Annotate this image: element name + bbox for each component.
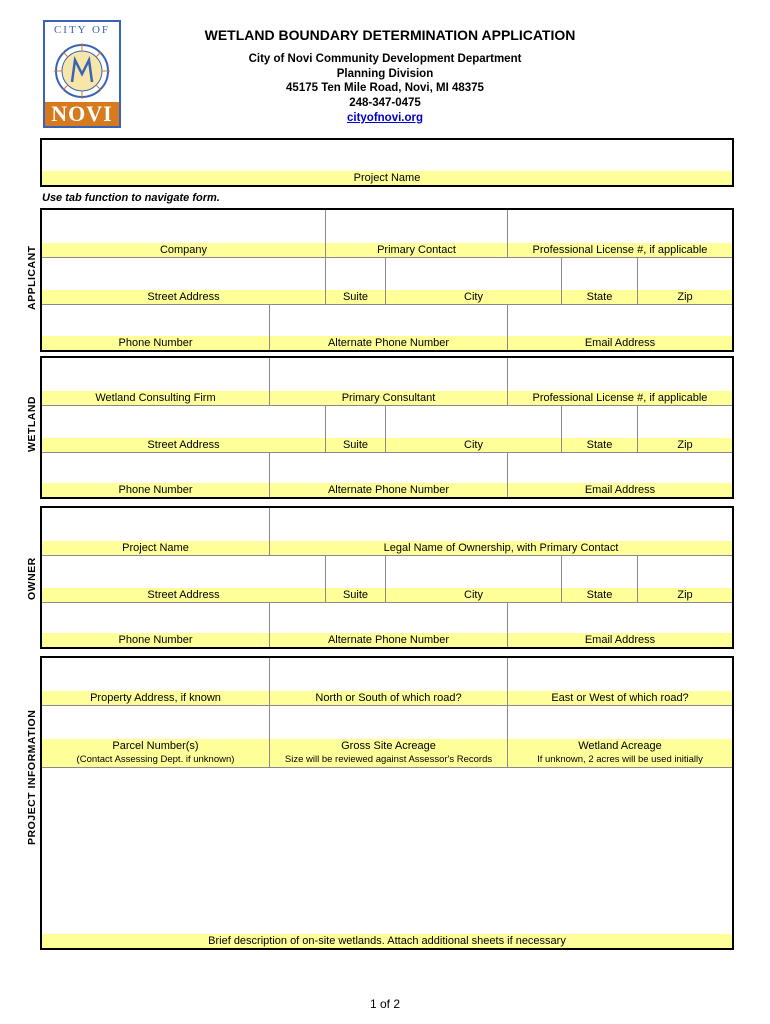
wetland-acreage-label: [508, 739, 732, 767]
wetland-state-field[interactable]: [562, 405, 638, 452]
gross-acreage-title: Gross Site Acreage: [341, 740, 436, 752]
applicant-suite-field[interactable]: [326, 257, 386, 304]
applicant-side-label: APPLICANT: [26, 245, 38, 310]
applicant-state-field[interactable]: [562, 257, 638, 304]
office-phone: 248-347-0475: [349, 97, 421, 109]
alt-phone-label: Alternate Phone Number: [270, 633, 507, 647]
wetland-acreage-title: Wetland Acreage: [578, 740, 662, 752]
east-west-label: East or West of which road?: [508, 691, 732, 705]
owner-state-field[interactable]: [562, 555, 638, 602]
applicant-city-field[interactable]: [386, 257, 562, 304]
wetland-firm-field[interactable]: [42, 358, 270, 405]
north-south-label: North or South of which road?: [270, 691, 507, 705]
street-label: Street Address: [42, 438, 325, 452]
wetland-side-label: WETLAND: [26, 396, 38, 452]
zip-label: Zip: [638, 290, 732, 304]
applicant-street-field[interactable]: [42, 257, 326, 304]
consultant-label: Primary Consultant: [270, 391, 507, 405]
parcel-note: (Contact Assessing Dept. if unknown): [76, 754, 235, 765]
applicant-phone-field[interactable]: [42, 304, 270, 350]
applicant-alt-phone-field[interactable]: [270, 304, 508, 350]
state-label: State: [562, 290, 637, 304]
owner-side-label: OWNER: [26, 557, 38, 600]
alt-phone-label: Alternate Phone Number: [270, 483, 507, 497]
suite-label: Suite: [326, 290, 385, 304]
wetland-description-field[interactable]: [42, 767, 732, 948]
owner-street-field[interactable]: [42, 555, 326, 602]
street-label: Street Address: [42, 290, 325, 304]
gross-acreage-field[interactable]: [270, 705, 508, 767]
zip-label: Zip: [638, 438, 732, 452]
property-address-field[interactable]: [42, 658, 270, 705]
project-info-side-label: PROJECT INFORMATION: [26, 709, 38, 845]
owner-zip-field[interactable]: [638, 555, 732, 602]
project-name-label: Project Name: [42, 541, 269, 555]
suite-label: Suite: [326, 588, 385, 602]
department-name: City of Novi Community Development Department: [248, 53, 522, 65]
office-address: 45175 Ten Mile Road, Novi, MI 48375: [286, 82, 484, 94]
license-label: Professional License #, if applicable: [508, 391, 732, 405]
wetland-suite-field[interactable]: [326, 405, 386, 452]
email-label: Email Address: [508, 633, 732, 647]
applicant-section: [40, 208, 734, 352]
primary-contact-label: Primary Contact: [326, 243, 507, 257]
gross-acreage-note: Size will be reviewed against Assessor's Records: [284, 754, 493, 765]
gross-acreage-label: [270, 739, 507, 767]
parcel-title: Parcel Number(s): [112, 740, 199, 752]
zip-label: Zip: [638, 588, 732, 602]
applicant-zip-field[interactable]: [638, 257, 732, 304]
wetland-alt-phone-field[interactable]: [270, 452, 508, 497]
street-label: Street Address: [42, 588, 325, 602]
firm-label: Wetland Consulting Firm: [42, 391, 269, 405]
division-name: Planning Division: [336, 68, 434, 80]
applicant-company-field[interactable]: [42, 210, 326, 257]
owner-email-field[interactable]: [508, 602, 732, 647]
north-south-field[interactable]: [270, 658, 508, 705]
state-label: State: [562, 588, 637, 602]
email-label: Email Address: [508, 483, 732, 497]
email-label: Email Address: [508, 336, 732, 350]
owner-section: [40, 506, 734, 649]
website-link[interactable]: cityofnovi.org: [346, 112, 424, 124]
wetland-license-field[interactable]: [508, 358, 732, 405]
wetland-zip-field[interactable]: [638, 405, 732, 452]
owner-legal-name-field[interactable]: [270, 508, 732, 555]
parcel-number-field[interactable]: [42, 705, 270, 767]
applicant-email-field[interactable]: [508, 304, 732, 350]
applicant-contact-field[interactable]: [326, 210, 508, 257]
company-label: Company: [42, 243, 325, 257]
project-name-label: Project Name: [42, 171, 732, 185]
owner-suite-field[interactable]: [326, 555, 386, 602]
east-west-field[interactable]: [508, 658, 732, 705]
phone-label: Phone Number: [42, 633, 269, 647]
logo-top-text: CITY OF: [53, 24, 111, 36]
suite-label: Suite: [326, 438, 385, 452]
phone-label: Phone Number: [42, 336, 269, 350]
city-label: City: [386, 290, 561, 304]
phone-label: Phone Number: [42, 483, 269, 497]
project-info-section: [40, 656, 734, 950]
property-address-label: Property Address, if known: [42, 691, 269, 705]
wetland-acreage-note: If unknown, 2 acres will be used initially: [537, 754, 703, 765]
legal-name-label: Legal Name of Ownership, with Primary Contact: [270, 541, 732, 555]
wetland-acreage-field[interactable]: [508, 705, 732, 767]
project-name-section: [40, 138, 734, 187]
owner-city-field[interactable]: [386, 555, 562, 602]
parcel-label: [42, 739, 269, 767]
owner-alt-phone-field[interactable]: [270, 602, 508, 647]
owner-project-name-field[interactable]: [42, 508, 270, 555]
page-number: 1 of 2: [369, 997, 401, 1011]
logo-bottom-text: NOVI: [45, 102, 119, 126]
wetland-consultant-field[interactable]: [270, 358, 508, 405]
license-label: Professional License #, if applicable: [508, 243, 732, 257]
wetland-phone-field[interactable]: [42, 452, 270, 497]
wetland-email-field[interactable]: [508, 452, 732, 497]
alt-phone-label: Alternate Phone Number: [270, 336, 507, 350]
owner-phone-field[interactable]: [42, 602, 270, 647]
applicant-license-field[interactable]: [508, 210, 732, 257]
city-logo: [43, 20, 121, 128]
city-label: City: [386, 438, 561, 452]
wetland-street-field[interactable]: [42, 405, 326, 452]
logo-emblem-icon: [51, 38, 113, 104]
wetland-section: [40, 356, 734, 499]
tab-note: Use tab function to navigate form.: [42, 192, 220, 204]
wetland-city-field[interactable]: [386, 405, 562, 452]
city-label: City: [386, 588, 561, 602]
description-label: Brief description of on-site wetlands. Attach additional sheets if necessary: [42, 934, 732, 948]
state-label: State: [562, 438, 637, 452]
project-name-field[interactable]: [42, 140, 732, 185]
form-title: WETLAND BOUNDARY DETERMINATION APPLICATION: [204, 27, 576, 43]
